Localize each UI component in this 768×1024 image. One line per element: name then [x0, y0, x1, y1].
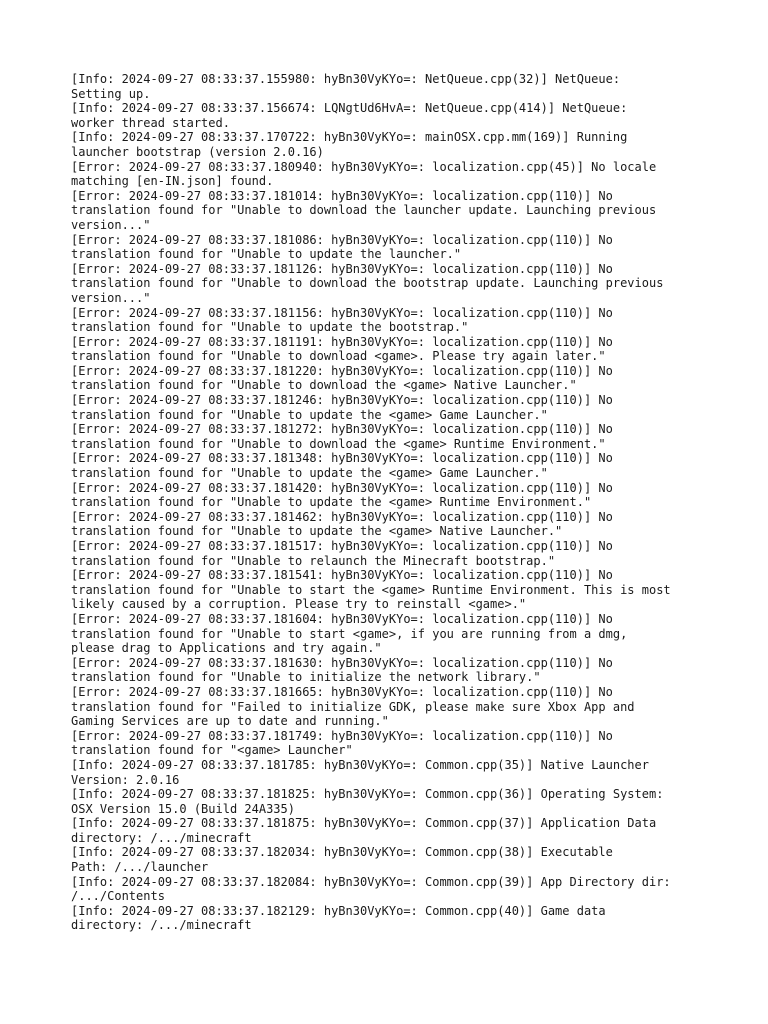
- log-line: translation found for "Unable to relaunch the Minecraft bootstrap.": [71, 553, 556, 568]
- log-entry: [71, 568, 738, 612]
- log-line: Path: /.../launcher: [71, 860, 209, 875]
- log-line: Gaming Services are up to date and running.": [71, 714, 389, 729]
- log-entry: [71, 816, 738, 845]
- log-line: translation found for "Failed to initialize GDK, please make sure Xbox App and: [71, 699, 635, 714]
- log-line: [Error: 2024-09-27 08:33:37.181462: hyBn30VyKYo=: localization.cpp(110)] No: [71, 509, 613, 524]
- log-entry: [71, 335, 738, 364]
- log-line: directory: /.../minecraft: [71, 830, 252, 845]
- log-entry: [71, 233, 738, 262]
- log-list: [71, 72, 738, 933]
- log-entry: [71, 189, 738, 233]
- log-line: [Error: 2024-09-27 08:33:37.181191: hyBn30VyKYo=: localization.cpp(110)] No: [71, 334, 613, 349]
- log-entry: [71, 262, 738, 306]
- log-line: [Error: 2024-09-27 08:33:37.181749: hyBn30VyKYo=: localization.cpp(110)] No: [71, 728, 613, 743]
- log-entry: [71, 130, 738, 159]
- log-line: [Error: 2024-09-27 08:33:37.181541: hyBn30VyKYo=: localization.cpp(110)] No: [71, 568, 613, 583]
- log-line: [Info: 2024-09-27 08:33:37.182034: hyBn30VyKYo=: Common.cpp(38)] Executable: [71, 845, 613, 860]
- log-line: /.../Contents: [71, 889, 165, 904]
- log-entry: [71, 72, 738, 101]
- log-line: [Error: 2024-09-27 08:33:37.181517: hyBn30VyKYo=: localization.cpp(110)] No: [71, 539, 613, 553]
- log-line: [Error: 2024-09-27 08:33:37.181086: hyBn30VyKYo=: localization.cpp(110)] No: [71, 232, 613, 247]
- log-line: directory: /.../minecraft: [71, 918, 252, 933]
- log-line: [Error: 2024-09-27 08:33:37.181156: hyBn30VyKYo=: localization.cpp(110)] No: [71, 305, 613, 320]
- log-line: [Error: 2024-09-27 08:33:37.181126: hyBn30VyKYo=: localization.cpp(110)] No: [71, 261, 613, 276]
- log-entry: [71, 481, 738, 510]
- log-line: [Info: 2024-09-27 08:33:37.182129: hyBn30VyKYo=: Common.cpp(40)] Game data: [71, 903, 606, 918]
- log-line: translation found for "Unable to start the <game> Runtime Environment. This is most: [71, 582, 671, 597]
- log-line: version...": [71, 290, 151, 305]
- log-entry: [71, 729, 738, 758]
- log-line: translation found for "<game> Launcher": [71, 743, 353, 758]
- log-line: translation found for "Unable to initialize the network library.": [71, 670, 541, 685]
- log-line: [Error: 2024-09-27 08:33:37.181014: hyBn30VyKYo=: localization.cpp(110)] No: [71, 188, 613, 203]
- log-line: Setting up.: [71, 86, 151, 101]
- log-line: translation found for "Unable to download the launcher update. Launching previous: [71, 203, 657, 218]
- log-line: translation found for "Unable to update the launcher.": [71, 247, 462, 262]
- log-line: [Info: 2024-09-27 08:33:37.181825: hyBn30VyKYo=: Common.cpp(36)] Operating System:: [71, 787, 664, 802]
- log-line: [Error: 2024-09-27 08:33:37.181665: hyBn30VyKYo=: localization.cpp(110)] No: [71, 684, 613, 699]
- log-line: translation found for "Unable to start <game>, if you are running from a dmg,: [71, 626, 628, 641]
- log-line: please drag to Applications and try again.": [71, 641, 382, 656]
- log-line: launcher bootstrap (version 2.0.16): [71, 144, 324, 159]
- log-line: translation found for "Unable to update the <game> Game Launcher.": [71, 407, 548, 422]
- log-line: translation found for "Unable to download the <game> Native Launcher.": [71, 378, 577, 393]
- log-entry: [71, 845, 738, 874]
- log-line: [Error: 2024-09-27 08:33:37.181420: hyBn30VyKYo=: localization.cpp(110)] No: [71, 480, 613, 495]
- log-line: likely caused by a corruption. Please try to reinstall <game>.": [71, 597, 527, 612]
- log-line: [Error: 2024-09-27 08:33:37.181246: hyBn30VyKYo=: localization.cpp(110)] No: [71, 393, 613, 408]
- log-line: worker thread started.: [71, 115, 230, 130]
- log-entry: [71, 875, 738, 904]
- log-line: [Info: 2024-09-27 08:33:37.155980: hyBn30VyKYo=: NetQueue.cpp(32)] NetQueue:: [71, 72, 621, 86]
- log-line: [Error: 2024-09-27 08:33:37.180940: hyBn30VyKYo=: localization.cpp(45)] No locale: [71, 159, 657, 174]
- log-entry: [71, 364, 738, 393]
- log-line: [Error: 2024-09-27 08:33:37.181348: hyBn30VyKYo=: localization.cpp(110)] No: [71, 451, 613, 466]
- log-line: translation found for "Unable to download the <game> Runtime Environment.": [71, 436, 606, 451]
- log-line: version...": [71, 217, 151, 232]
- log-line: translation found for "Unable to download the bootstrap update. Launching previous: [71, 276, 664, 291]
- log-line: OSX Version 15.0 (Build 24A335): [71, 801, 295, 816]
- log-line: [Info: 2024-09-27 08:33:37.181875: hyBn30VyKYo=: Common.cpp(37)] Application Data: [71, 816, 657, 831]
- log-line: matching [en-IN.json] found.: [71, 174, 274, 189]
- log-entry: [71, 306, 738, 335]
- log-line: translation found for "Unable to update the <game> Game Launcher.": [71, 466, 548, 481]
- log-entry: [71, 612, 738, 656]
- log-line: [Info: 2024-09-27 08:33:37.156674: LQNgtUd6HvA=: NetQueue.cpp(414)] NetQueue:: [71, 101, 628, 116]
- log-line: [Info: 2024-09-27 08:33:37.170722: hyBn30VyKYo=: mainOSX.cpp.mm(169)] Running: [71, 130, 628, 145]
- log-entry: [71, 101, 738, 130]
- log-entry: [71, 451, 738, 480]
- log-line: [Error: 2024-09-27 08:33:37.181220: hyBn30VyKYo=: localization.cpp(110)] No: [71, 363, 613, 378]
- log-line: [Info: 2024-09-27 08:33:37.181785: hyBn30VyKYo=: Common.cpp(35)] Native Launcher: [71, 757, 649, 772]
- log-line: [Error: 2024-09-27 08:33:37.181630: hyBn30VyKYo=: localization.cpp(110)] No: [71, 655, 613, 670]
- log-entry: [71, 758, 738, 787]
- log-line: [Error: 2024-09-27 08:33:37.181604: hyBn30VyKYo=: localization.cpp(110)] No: [71, 611, 613, 626]
- log-line: translation found for "Unable to update the <game> Native Launcher.": [71, 524, 563, 539]
- log-line: translation found for "Unable to download <game>. Please try again later.": [71, 349, 606, 364]
- log-entry: [71, 393, 738, 422]
- log-line: [Error: 2024-09-27 08:33:37.181272: hyBn30VyKYo=: localization.cpp(110)] No: [71, 422, 613, 437]
- log-line: translation found for "Unable to update the bootstrap.": [71, 320, 469, 335]
- log-line: translation found for "Unable to update the <game> Runtime Environment.": [71, 495, 592, 510]
- log-line: [Info: 2024-09-27 08:33:37.182084: hyBn30VyKYo=: Common.cpp(39)] App Directory dir:: [71, 874, 671, 889]
- log-entry: [71, 510, 738, 539]
- log-entry: [71, 160, 738, 189]
- log-entry: [71, 656, 738, 685]
- log-entry: [71, 904, 738, 933]
- log-entry: [71, 787, 738, 816]
- log-entry: [71, 539, 738, 568]
- log-entry: [71, 422, 738, 451]
- log-line: Version: 2.0.16: [71, 772, 180, 787]
- log-entry: [71, 685, 738, 729]
